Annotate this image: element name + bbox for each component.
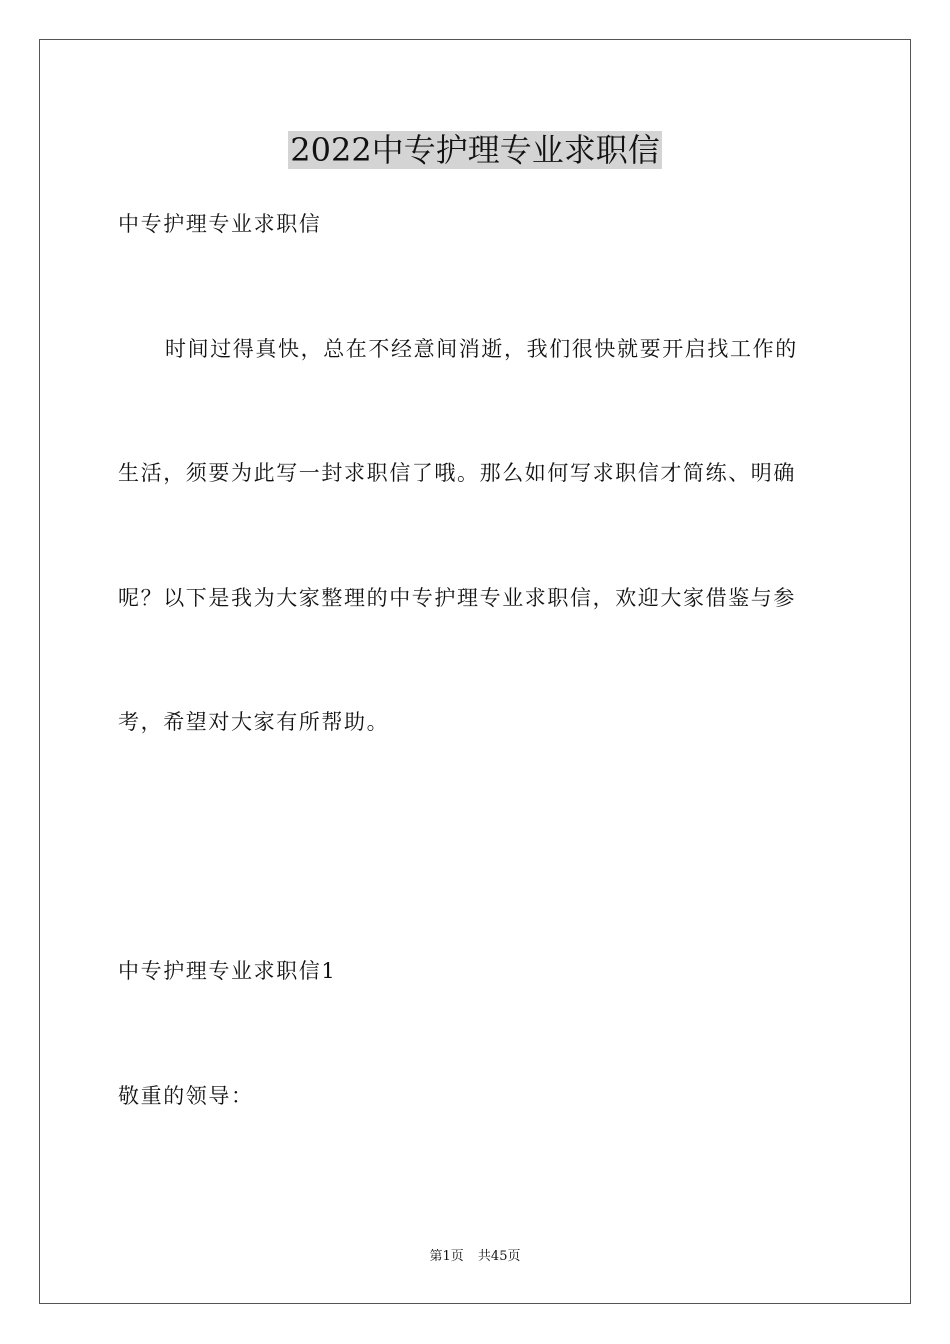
paragraph-line-4: 考，希望对大家有所帮助。 [118,710,390,734]
paragraph-line-1: 时间过得真快，总在不经意间消逝，我们很快就要开启找工作的 [165,337,798,361]
paragraph-line-2: 生活，须要为此写一封求职信了哦。那么如何写求职信才简练、明确 [118,461,796,485]
document-subtitle: 中专护理专业求职信 [118,212,322,236]
paragraph-line-3: 呢？以下是我为大家整理的中专护理专业求职信，欢迎大家借鉴与参 [118,586,796,610]
document-title [0,128,950,172]
salutation: 敬重的领导： [118,1084,254,1108]
document-title-text: 2022中专护理专业求职信 [290,131,660,169]
page-footer: 第1页 共45页 [429,1249,521,1264]
section-heading: 中专护理专业求职信1 [118,959,337,983]
